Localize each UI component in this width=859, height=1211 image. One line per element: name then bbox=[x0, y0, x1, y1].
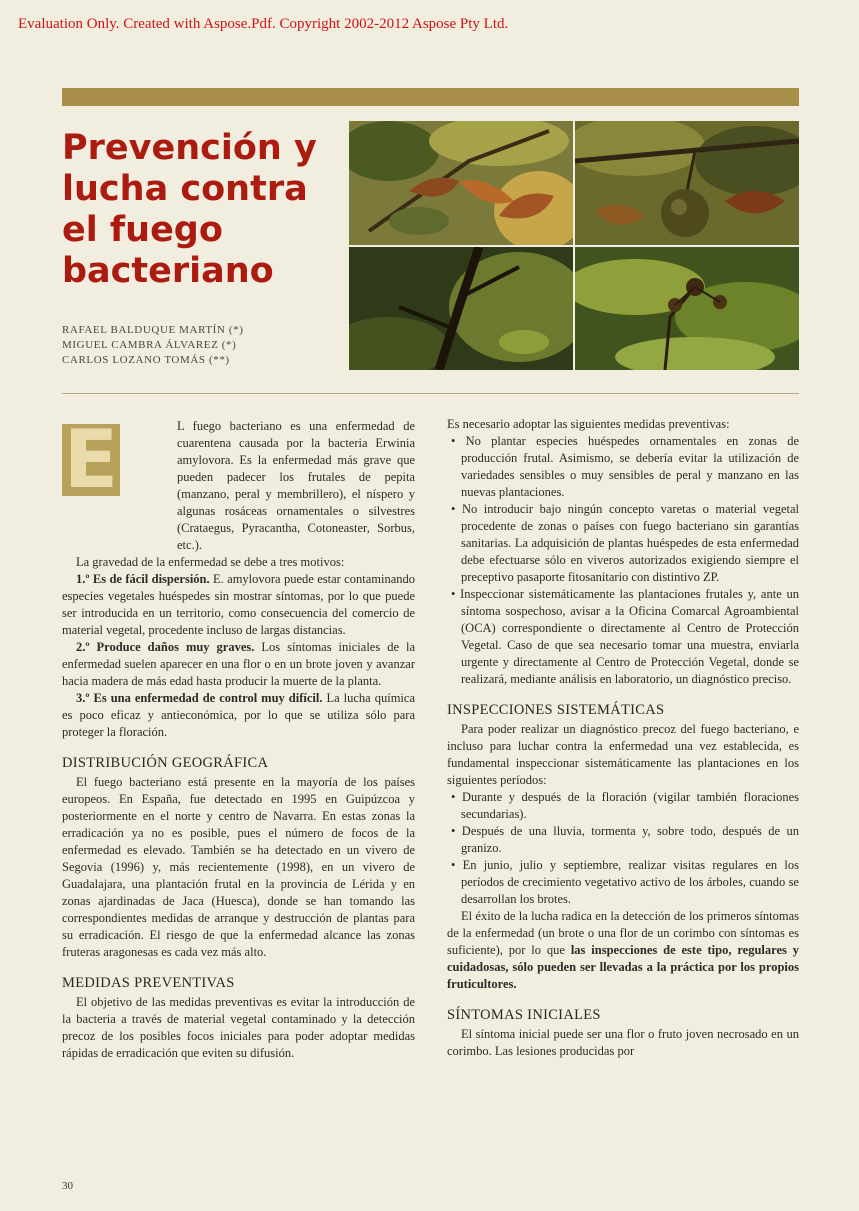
paragraph: La gravedad de la enfermedad se debe a tres motivos: bbox=[76, 555, 345, 569]
column-left bbox=[62, 413, 416, 1062]
author-list bbox=[62, 323, 342, 368]
paragraph: El síntoma inicial puede ser una flor o fruto joven necrosado en un corimbo. Las lesiones producidas por bbox=[447, 1027, 799, 1058]
photo-infected-shoot bbox=[349, 121, 573, 245]
article-title: Prevención y lucha contra el fuego bacteriano bbox=[62, 128, 317, 291]
paragraph: Para poder realizar un diagnóstico precoz del fuego bacteriano, e incluso para luchar contra la enfermedad una vez establecida, es fundamental inspeccionar sistemáticamente las plantaciones en los siguientes períodos: bbox=[447, 722, 799, 787]
photo-collage bbox=[349, 121, 799, 370]
list-item: • No plantar especies huéspedes ornamentales en zonas de producción frutal. Asimismo, se debería evitar la utilización de variedades sensibles o muy sensibles de peral y manzano en las nuevas plantaciones. bbox=[447, 433, 799, 501]
paragraph: El objetivo de las medidas preventivas es evitar la introducción de la bacteria a través de material vegetal contaminado y la detección precoz de los posibles focos iniciales para poder adoptar medidas rápidas de erradicación que eviten su difusión. bbox=[62, 995, 415, 1060]
photo-infected-fruit bbox=[575, 121, 799, 245]
motivo-3 bbox=[62, 690, 415, 741]
section-divider bbox=[62, 393, 799, 394]
list-item: • Después de una lluvia, tormenta y, sobre todo, después de un granizo. bbox=[447, 823, 799, 857]
column-right bbox=[447, 416, 799, 1060]
section-heading: SÍNTOMAS INICIALES bbox=[447, 1007, 601, 1023]
list-item: • En junio, julio y septiembre, realizar visitas regulares en los períodos de crecimiento vegetativo activo de los árboles, cuando se desarrollan los brotes. bbox=[447, 857, 799, 908]
author: MIGUEL CAMBRA ÁLVAREZ (*) bbox=[62, 339, 237, 351]
watermark-text: Evaluation Only. Created with Aspose.Pdf. Copyright 2002-2012 Aspose Pty Ltd. bbox=[18, 16, 509, 32]
paragraph: Es necesario adoptar las siguientes medidas preventivas: bbox=[447, 417, 730, 431]
motivo-text: Los síntomas iniciales de la enfermedad suelen aparecer en una flor o en un brote joven y avanzar hacia madera de más edad hasta producir la muerte de la planta. bbox=[62, 640, 416, 688]
header-bar bbox=[62, 88, 799, 106]
paragraph: El fuego bacteriano está presente en la mayoría de los países europeos. En España, fue detectado en 1995 en Guipúzcoa y posteriormente en el norte y centro de Navarra. En estas zonas la erradicación ya no es posible, pues el número de focos de la enfermedad es elevado. También se ha detectado en un vivero de Segovia (1996) y, más recientemente (1998), en un vivero de Guadalajara, una plantación frutal en la provincia de Lérida y en zonas ajardinadas de Jaca (Huesca), donde se han tomando las correspondientes medidas de arranque y destrucción de plantas para su erradicación. El riesgo de que la enfermedad alcance las zonas fruteras aragonesas es cada vez más alto. bbox=[62, 775, 415, 959]
list-item: • Inspeccionar sistemáticamente las plantaciones frutales y, ante un síntoma sospechoso, avisar a la Oficina Comarcal Agroambiental (OCA) correspondiente o directamente al Centro de Protección Vegetal. Caso de que sea necesario tomar una muestra, enviarla urgente y directamente al Centro de Protección Vegetal, donde se realizará, mediante análisis en laboratorio, un diagnóstico preciso. bbox=[447, 586, 799, 688]
page-number: 30 bbox=[62, 1180, 73, 1192]
section-heading: INSPECCIONES SISTEMÁTICAS bbox=[447, 702, 665, 718]
drop-cap: E bbox=[63, 413, 119, 506]
author: RAFAEL BALDUQUE MARTÍN (*) bbox=[62, 324, 244, 336]
list-item: • Durante y después de la floración (vigilar también floraciones secundarias). bbox=[447, 789, 799, 823]
section-heading: DISTRIBUCIÓN GEOGRÁFICA bbox=[62, 755, 269, 771]
motivo-text: E. amylovora puede estar contaminando especies vegetales huéspedes sin mostrar síntomas, por lo que puede ser introducida en un territorio, como consecuencia del comercio de material vegetal, procedente incluso de largas distancias. bbox=[62, 572, 415, 637]
motivo-label: 2.º Produce daños muy graves. bbox=[76, 640, 255, 654]
intro-paragraph: L fuego bacteriano es una enfermedad de cuarentena causada por la bacteria Erwinia amylovora. Es la enfermedad más grave que pueden padecer los frutales de pepita (manzano, peral y membrillero), el níspero y algunas rosáceas ornamentales o silvestres (Crataegus, Pyracantha, Cotoneaster, Sorbus, etc.). bbox=[177, 419, 415, 552]
motivo-label: 3.º Es una enfermedad de control muy difícil. bbox=[76, 691, 323, 705]
motivo-1 bbox=[62, 571, 415, 639]
motivo-label: 1.º Es de fácil dispersión. bbox=[76, 572, 210, 586]
photo-blighted-flowers bbox=[575, 247, 799, 370]
motivo-text: La lucha química es poco eficaz y antieconómica, por lo que se utiliza sólo para proteger la floración. bbox=[62, 691, 415, 739]
section-heading: MEDIDAS PREVENTIVAS bbox=[62, 975, 235, 991]
list-item: • No introducir bajo ningún concepto varetas o material vegetal procedente de zonas o países con fuego bacteriano sin garantías sanitarias. La adquisición de plantas huéspedes de esta enfermedad debe efectuarse sólo en viveros autorizados exigiendo siempre el preceptivo pasaporte fitosanitario con distintivo ZP. bbox=[447, 501, 799, 586]
paragraph-emphasis: las inspecciones de este tipo, regulares y cuidadosas, sólo pueden ser llevadas a la práctica por los propios fruticultores. bbox=[447, 943, 799, 991]
paragraph bbox=[447, 908, 799, 993]
photo-canker-branch bbox=[349, 247, 573, 370]
author: CARLOS LOZANO TOMÁS (**) bbox=[62, 354, 230, 366]
motivo-2 bbox=[62, 639, 415, 690]
paragraph-text: El éxito de la lucha radica en la detección de los primeros síntomas de la enfermedad (un brote o una flor de un corimbo con síntomas es suficiente), por lo que bbox=[447, 909, 799, 957]
